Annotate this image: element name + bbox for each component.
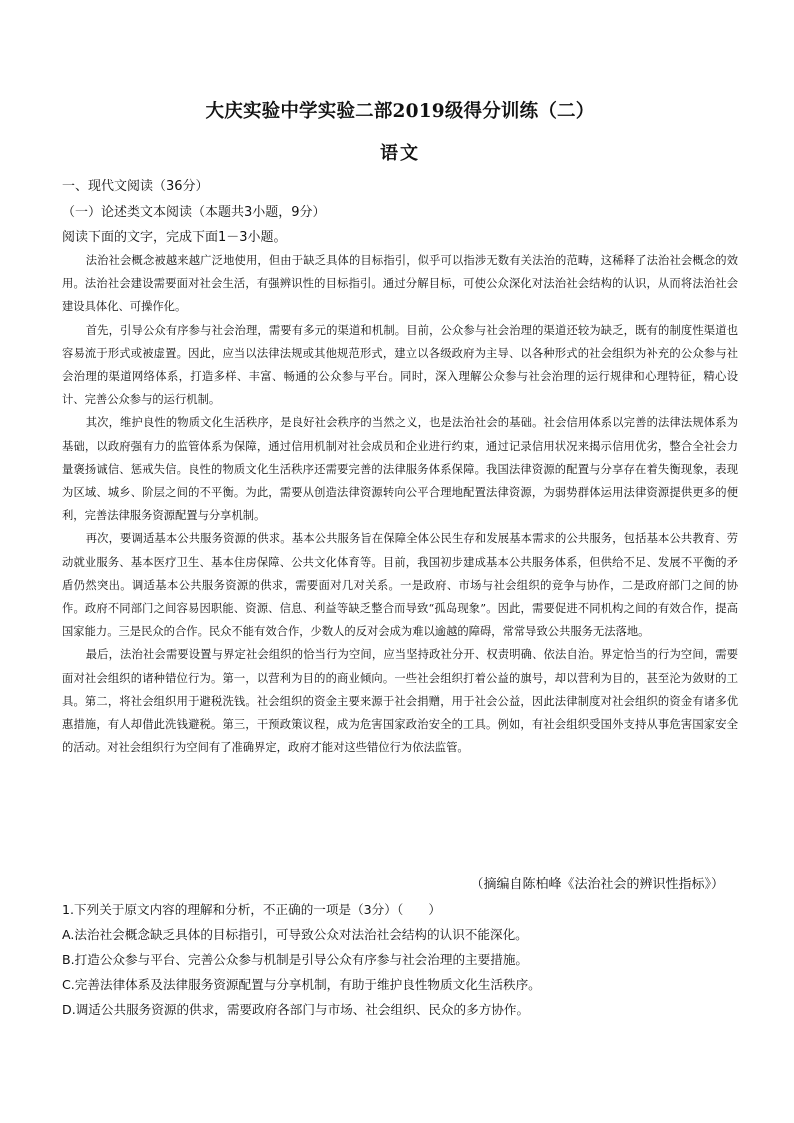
question-option-d: D.调适公共服务资源的供求，需要政府各部门与市场、社会组织、民众的多方协作。 <box>62 1002 530 1017</box>
question-stem: 1.下列关于原文内容的理解和分析，不正确的一项是（3分）（ ） <box>62 902 441 917</box>
reading-instruction: 阅读下面的文字，完成下面1－3小题。 <box>62 230 287 245</box>
passage-paragraph: 法治社会概念被越来越广泛地使用，但由于缺乏具体的目标指引，似乎可以指涉无数有关法治的范畴，这稀释了法治社会概念的效用。法治社会建设需要面对社会生活，有强辨识性的目标指引。通过分解目标，可使公众深化对法治社会结构的认识，从而将法治社会建设具体化、可操作化。 <box>62 254 738 314</box>
passage-paragraph: 首先，引导公众有序参与社会治理，需要有多元的渠道和机制。目前，公众参与社会治理的渠道还较为缺乏，既有的制度性渠道也容易流于形式或被虚置。因此，应当以法律法规或其他规范形式，建立以各级政府为主导、以各种形式的社会组织为补充的公众参与社会治理的渠道网络体系，打造多样、丰富、畅通的公众参与平台。同时，深入理解公众参与社会治理的运行规律和心理特征，精心设计、完善公众参与的运行机制。 <box>62 323 738 407</box>
subsection-heading: （一）论述类文本阅读（本题共3小题，9分） <box>62 205 326 220</box>
question-option-c: C.完善法律体系及法律服务资源配置与分享机制，有助于维护良性物质文化生活秩序。 <box>62 977 541 992</box>
passage-paragraph: 其次，维护良性的物质文化生活秩序，是良好社会秩序的当然之义，也是法治社会的基础。社会信用体系以完善的法律法规体系为基础，以政府强有力的监管体系为保障，通过信用机制对社会成员和企业进行约束，通过记录信用状况来揭示信用优劣，整合全社会力量褒扬诚信、惩戒失信。良性的物质文化生活秩序还需要完善的法律服务体系保障。我国法律资源的配置与分享存在着失衡现象，表现为区域、城乡、阶层之间的不平衡。为此，需要从创造法律资源转向公平合理地配置法律资源，为弱势群体运用法律资源提供更多的便利，完善法律服务资源配置与分享机制。 <box>62 416 738 523</box>
exam-title: 大庆实验中学实验二部2019级得分训练（二） <box>205 101 595 122</box>
passage-source: （摘编自陈柏峰《法治社会的辨识性指标》） <box>470 877 724 892</box>
passage-paragraph: 最后，法治社会需要设置与界定社会组织的恰当行为空间，应当坚持政社分开、权责明确、依法自治。界定恰当的行为空间，需要面对社会组织的诸种错位行为。第一，以营利为目的的商业倾向。一些社会组织打着公益的旗号，却以营利为目的，甚至沦为敛财的工具。第二，将社会组织用于避税洗钱。社会组织的资金主要来源于社会捐赠，用于社会公益，因此法律制度对社会组织的资金有诸多优惠措施，有人却借此洗钱避税。第三，干预政策议程，成为危害国家政治安全的工具。例如，有社会组织受国外支持从事危害国家安全的活动。对社会组织行为空间有了准确界定，政府才能对这些错位行为依法监管。 <box>62 648 738 755</box>
question-option-a: A.法治社会概念缺乏具体的目标指引，可导致公众对法治社会结构的认识不能深化。 <box>62 927 528 942</box>
passage-paragraph: 再次，要调适基本公共服务资源的供求。基本公共服务旨在保障全体公民生存和发展基本需求的公共服务，包括基本公共教育、劳动就业服务、基本医疗卫生、基本住房保障、公共文化体育等。目前，我国初步建成基本公共服务体系，但供给不足、发展不平衡的矛盾仍然突出。调适基本公共服务资源的供求，需要面对几对关系。一是政府、市场与社会组织的竞争与协作，二是政府部门之间的协作。政府不同部门之间容易因职能、资源、信息、利益等缺乏整合而导致“孤岛现象”。因此，需要促进不同机构之间的有效合作，提高国家能力。三是民众的合作。民众不能有效合作，少数人的反对会成为难以逾越的障碍，常常导致公共服务无法落地。 <box>62 532 738 639</box>
question-option-b: B.打造公众参与平台、完善公众参与机制是引导公众有序参与社会治理的主要措施。 <box>62 952 529 967</box>
subject-title: 语文 <box>380 143 420 164</box>
reading-passage <box>62 249 738 759</box>
section-heading: 一、现代文阅读（36分） <box>62 179 209 194</box>
